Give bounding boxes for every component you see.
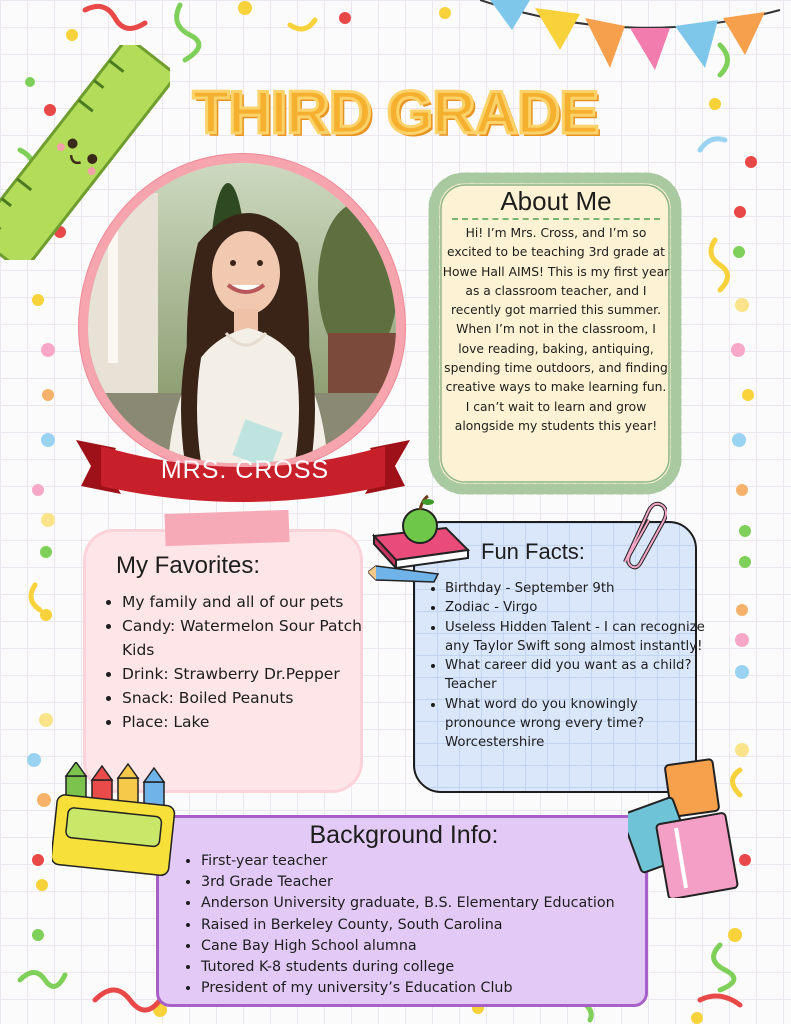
- list-item: • President of my university’s Education Club: [201, 978, 661, 999]
- list-item: • Useless Hidden Talent - I can recognize any Taylor Swift song almost instantly!: [445, 618, 707, 657]
- teacher-photo: [88, 163, 396, 463]
- list-item: • Anderson University graduate, B.S. Elementary Education: [201, 893, 661, 914]
- list-item: • What word do you knowingly pronounce wrong every time? Worcestershire: [445, 695, 707, 753]
- crayon-box-icon: [52, 762, 177, 877]
- teacher-name: MRS. CROSS: [160, 456, 330, 484]
- page-title: THIRD GRADE: [192, 79, 599, 146]
- list-item: • Birthday - September 9th: [445, 579, 707, 598]
- list-item: • Place: Lake: [122, 710, 372, 734]
- about-me-text: Hi! I’m Mrs. Cross, and I’m so excited to be teaching 3rd grade at Howe Hall AIMS! This is my first year as a classroom teacher, and I recently got married this summer. When I’m not in the classroom, I love reading, baking, antiquing, spending time outdoors, and finding creative ways to make learning fun. I can’t wait to learn and grow alongside my students this year!: [442, 226, 670, 433]
- fun-facts-heading: Fun Facts:: [481, 539, 585, 564]
- tape-decoration: [164, 510, 289, 546]
- favorites-list: [100, 590, 372, 734]
- background-info-heading: Background Info:: [309, 821, 499, 849]
- teacher-portrait-image: [88, 163, 396, 463]
- favorites-heading: My Favorites:: [116, 552, 261, 579]
- background-info-card: [156, 815, 648, 1007]
- teacher-photo-frame: [78, 155, 408, 473]
- list-item: • My family and all of our pets: [122, 590, 372, 614]
- list-item: • Candy: Watermelon Sour Patch Kids: [122, 614, 372, 662]
- book-stack-icon: [628, 758, 746, 898]
- about-me-heading: About Me: [500, 186, 612, 216]
- apple-on-book-icon: [368, 488, 476, 583]
- favorites-card: [86, 532, 360, 790]
- fun-facts-list: [423, 579, 707, 753]
- list-item: • Zodiac - Virgo: [445, 598, 707, 617]
- list-item: • Cane Bay High School alumna: [201, 936, 661, 957]
- divider: [452, 218, 660, 220]
- bunting-icon: [480, 0, 791, 80]
- list-item: • Drink: Strawberry Dr.Pepper: [122, 662, 372, 686]
- background-info-list: [179, 851, 661, 999]
- list-item: • Snack: Boiled Peanuts: [122, 686, 372, 710]
- list-item: • Tutored K-8 students during college: [201, 957, 661, 978]
- list-item: • Raised in Berkeley County, South Carolina: [201, 915, 661, 936]
- list-item: • What career did you want as a child? Teacher: [445, 656, 707, 695]
- list-item: • First-year teacher: [201, 851, 661, 872]
- list-item: • 3rd Grade Teacher: [201, 872, 661, 893]
- paperclip-icon: [615, 500, 667, 570]
- about-me-card: [428, 172, 682, 495]
